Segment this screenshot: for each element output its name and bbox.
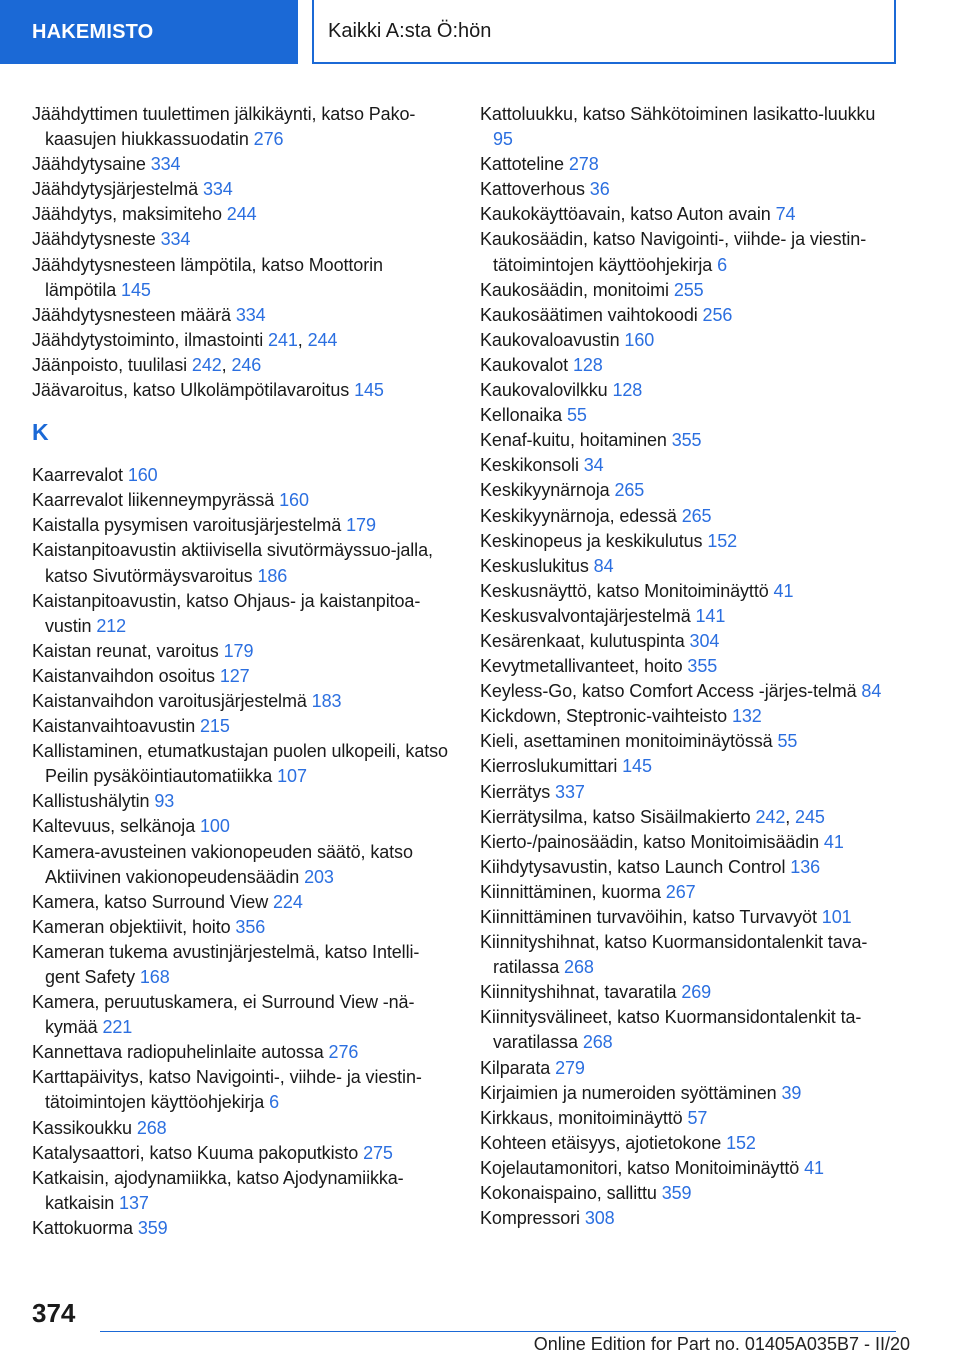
index-entry-text: Kevytmetallivanteet, hoito [480,656,683,677]
index-entry-text: Kaistalla pysymisen varoitusjärjestelmä [32,515,342,536]
page-reference-link[interactable]: 268 [564,957,594,978]
index-entry-text: Jäänpoisto, tuulilasi [32,354,187,375]
index-entry-text: Jäähdytysnesteen lämpötila, katso Moottorin lämpötila [32,254,383,300]
index-entry-text: Kattokuorma [32,1217,133,1238]
page-reference-link[interactable]: 6 [269,1092,280,1113]
page-reference-link[interactable]: 41 [823,831,844,852]
index-entry [480,554,900,579]
index-entry [32,814,452,839]
index-entry-text: Jäävaroitus, katso Ulkolämpötilavaroitus [32,380,350,401]
index-entry-text: Kiinnittäminen, kuorma [480,881,661,902]
page-reference-link[interactable]: 221 [102,1017,133,1038]
index-entry [480,303,900,328]
page-reference-link[interactable]: 34 [583,455,604,476]
index-entry-text: Kierto-/painosäädin, katso Monitoimisäädin [480,831,819,852]
index-entry-text: Kaarrevalot liikenneympyrässä [32,490,275,511]
index-entry [480,478,900,503]
index-entry-text: Katkaisin, ajodynamiikka, katso Ajodynamiikka-katkaisin [32,1167,404,1213]
page-reference-link[interactable]: 359 [137,1217,168,1238]
index-entry-text: Keskikyynärnoja, edessä [480,505,677,526]
index-entry [32,303,452,328]
page-reference-link[interactable]: 334 [150,154,181,175]
index-entry-text: Kamera, katso Surround View [32,891,269,912]
page-reference-link[interactable]: 179 [223,640,254,661]
index-entry [480,378,900,403]
index-entry-text: Kaistanvaihtoavustin [32,716,196,737]
page-reference-link[interactable]: 137 [119,1192,149,1213]
footer-divider [100,1331,896,1332]
index-entry-text: Jäähdytysnesteen määrä [32,304,231,325]
index-entry [32,1116,452,1141]
index-entry-text: Kaistan reunat, varoitus [32,640,219,661]
index-entry [32,639,452,664]
page-reference-link[interactable]: 141 [695,605,726,626]
index-entry-text: Kallistushälytin [32,791,150,812]
index-entry [480,1206,900,1231]
index-entry [32,664,452,689]
page-reference-link[interactable]: 160 [127,465,158,486]
page-reference-link[interactable]: 95 [493,129,513,150]
index-entry [32,463,452,488]
index-entry-text: Kameran objektiivit, hoito [32,916,231,937]
index-entry-text: Kokonaispaino, sallittu [480,1183,657,1204]
page-reference-link[interactable]: 267 [665,881,696,902]
page-reference-link[interactable]: 337 [555,781,585,802]
page-reference-link[interactable]: 160 [624,329,655,350]
page-reference-link[interactable]: 74 [775,204,796,225]
index-entry [32,915,452,940]
page-reference-link[interactable]: 152 [726,1132,756,1153]
page-reference-link[interactable]: 179 [346,515,376,536]
page-reference-link[interactable]: 145 [121,279,151,300]
index-entry [32,739,452,789]
index-entry [32,1216,452,1241]
index-entry [480,629,900,654]
index-entry-text: Kaukosäädin, monitoimi [480,279,669,300]
page-reference-link[interactable]: 242 [191,354,222,375]
index-entry-text: Kiinnitysvälineet, katso Kuormansidontalenkit ta-varatilassa [480,1007,862,1053]
page-reference-link[interactable]: 183 [311,690,342,711]
page-reference-link[interactable]: 160 [279,490,309,511]
index-entry: Jäähdytystoiminto, ilmastointi 241, 244 [32,329,338,350]
page-reference-link[interactable]: 308 [584,1208,615,1229]
index-entry [32,1065,452,1115]
index-entry [32,152,452,177]
index-entry-text: Kojelautamonitori, katso Monitoiminäyttö [480,1157,800,1178]
page-reference-link[interactable]: 107 [277,766,307,787]
index-entry [32,102,452,152]
page-reference-link[interactable]: 145 [354,380,384,401]
page-reference-link[interactable]: 55 [566,405,587,426]
index-entry-text: Kirkkaus, monitoiminäyttö [480,1107,683,1128]
index-entry [480,1056,900,1081]
index-entry [480,654,900,679]
index-entry [32,378,452,403]
index-entry [32,1166,452,1216]
index-entry-text: Kaistanpitoavustin, katso Ohjaus- ja kaistanpitoa-vustin [32,590,421,636]
index-entry [480,504,900,529]
index-entry [480,102,900,152]
footer-edition: Online Edition for Part no. 01405A035B7 - II/20 [533,1334,910,1354]
index-entry [480,780,900,805]
index-entry [480,529,900,554]
index-entry [32,177,452,202]
index-entry-text: Kassikoukku [32,1117,132,1138]
page-reference-link[interactable]: 224 [273,891,303,912]
page-reference-link[interactable]: 132 [731,706,762,727]
index-entry [480,1106,900,1131]
index-entry [480,403,900,428]
page-reference-link[interactable]: 128 [572,354,603,375]
index-entry [480,177,900,202]
index-entry [32,714,452,739]
index-entry [32,227,452,252]
page-reference-link[interactable]: 334 [202,179,233,200]
index-entry-text: Kenaf-kuitu, hoitaminen [480,430,667,451]
index-entry-text: Kohteen etäisyys, ajotietokone [480,1132,722,1153]
index-entry-text: Jäähdytys, maksimiteho [32,204,222,225]
page-reference-link[interactable]: 203 [304,866,334,887]
tab-index[interactable]: HAKEMISTO [0,0,298,64]
page-reference-link[interactable]: 255 [673,279,704,300]
index-entry-text: Jäähdytysaine [32,154,146,175]
index-letter-heading: K [32,419,49,446]
index-entry [480,729,900,754]
page-reference-link[interactable]: 39 [781,1082,802,1103]
page-reference-link[interactable]: 359 [661,1183,692,1204]
index-entry-text: Kaukokäyttöavain, katso Auton avain [480,204,771,225]
page-reference-link[interactable]: 36 [589,179,610,200]
page-reference-link[interactable]: 356 [235,916,266,937]
page-reference-link[interactable]: 355 [687,656,718,677]
index-entry [480,830,900,855]
index-entry-text: Kaukosäädin, katso Navigointi-, viihde- ja viestin-tätoimintojen käyttöohjekirja [480,229,867,275]
index-entry-text: Kesärenkaat, kulutuspinta [480,630,685,651]
index-entry-text: Katalysaattori, katso Kuuma pakoputkisto [32,1142,359,1163]
index-entry [480,905,900,930]
index-entry [32,538,452,588]
page-reference-link[interactable]: 145 [622,756,652,777]
index-entry [480,353,900,378]
index-entry [480,754,900,779]
page-reference-link[interactable]: 152 [707,530,738,551]
index-entry-text: Kiinnityshihnat, katso Kuormansidontalenkit tava-ratilassa [480,932,868,978]
index-entry-text: Kiihdytysavustin, katso Launch Control [480,856,786,877]
index-column-left [32,102,452,1241]
index-entry [480,604,900,629]
index-entry [480,880,900,905]
index-entry-text: Kaarrevalot [32,465,123,486]
index-entry [32,940,452,990]
index-entry-text: Kiinnittäminen turvavöihin, katso Turvavyöt [480,907,817,927]
page-reference-link[interactable]: 127 [219,665,250,686]
index-entry-text: Kierrätys [480,781,551,802]
index-entry [32,488,452,513]
index-entry [32,890,452,915]
index-entry [32,1040,452,1065]
page-reference-link[interactable]: 265 [681,505,712,526]
index-entry: Jäänpoisto, tuulilasi 242, 246 [32,354,262,375]
page-reference-link[interactable]: 84 [861,681,882,702]
page-reference-link[interactable]: 245 [795,806,825,827]
index-entry-text: Kierrätysilma, katso Sisäilmakierto [480,806,751,827]
page-reference-link[interactable]: 136 [790,856,821,877]
index-entry-text: Kieli, asettaminen monitoiminäytössä [480,731,773,752]
page-reference-link[interactable]: 275 [363,1142,393,1163]
index-entry [480,1181,900,1206]
page-reference-link[interactable]: 84 [593,555,614,576]
index-entry-text: Kiinnityshihnat, tavaratila [480,982,677,1003]
index-entry [480,1156,900,1181]
page-reference-link[interactable]: 278 [568,154,599,175]
index-entry-text: Kirjaimien ja numeroiden syöttäminen [480,1082,777,1103]
index-entry-text: Keskikyynärnoja [480,480,610,501]
page-reference-link[interactable]: 242 [755,806,786,827]
tab-a-to-z[interactable]: Kaikki A:sta Ö:hön [312,0,896,64]
index-entry-text: Jäähdytystoiminto, ilmastointi [32,329,264,350]
page-reference-link[interactable]: 244 [226,204,257,225]
header [0,0,960,66]
index-entry [32,990,452,1040]
page-reference-link[interactable]: 265 [614,480,645,501]
index-entry: Kierrätysilma, katso Sisäilmakierto 242, 245 [480,806,825,827]
index-entry [480,328,900,353]
index-entry-text: Kierroslukumittari [480,756,618,777]
index-entry-text: Keskinopeus ja keskikulutus [480,530,703,551]
page-reference-link[interactable]: 93 [154,791,175,812]
index-entry-text: Jäähdytysjärjestelmä [32,179,199,200]
index-entry [480,428,900,453]
index-entry-text: Kattoluukku, katso Sähkötoiminen lasikatto-luukku [480,104,876,124]
page-reference-link[interactable]: 246 [231,354,262,375]
page-reference-link[interactable]: 334 [235,304,266,325]
index-entry [32,589,452,639]
page-reference-link[interactable]: 244 [307,329,338,350]
index-entry [480,930,900,980]
index-entry [480,278,900,303]
index-entry-text: Keyless-Go, katso Comfort Access -järjes-telmä [480,681,857,702]
index-entry-text: Keskusvalvontajärjestelmä [480,605,691,626]
index-entry [480,453,900,478]
index-entry [480,1131,900,1156]
index-entry-text: Keskikonsoli [480,455,579,476]
index-entry [480,980,900,1005]
page-reference-link[interactable]: 268 [582,1032,613,1053]
index-entry-text: Kattoteline [480,154,564,175]
page-reference-link[interactable]: 57 [687,1107,708,1128]
index-entry-text: Kilparata [480,1057,551,1078]
page-reference-link[interactable]: 355 [671,430,702,451]
index-column-right [480,102,900,1231]
index-entry-text: Kaltevuus, selkänoja [32,816,196,837]
page-reference-link[interactable]: 41 [773,580,794,601]
page-reference-link[interactable]: 168 [139,967,170,987]
page-reference-link[interactable]: 100 [200,816,230,837]
index-entry [32,789,452,814]
page-reference-link[interactable]: 334 [160,229,191,250]
page-reference-link[interactable]: 186 [257,565,288,586]
index-entry-text: Kameran tukema avustinjärjestelmä, katso Intelli-gent Safety [32,941,420,987]
index-entry-text: Jäähdytysneste [32,229,156,250]
index-entry-text: Kattoverhous [480,179,585,200]
index-entry-text: Kellonaika [480,405,563,426]
index-entry [480,227,900,277]
index-entry [480,679,900,704]
page-reference-link[interactable]: 101 [821,907,852,927]
index-entry-text: Kaukovaloavustin [480,329,620,350]
page-reference-link[interactable]: 41 [804,1157,824,1178]
page-reference-link[interactable]: 241 [268,329,298,350]
index-entry [480,855,900,880]
page-reference-link[interactable]: 212 [96,615,127,636]
page-reference-link[interactable]: 256 [702,304,733,325]
index-entry [480,202,900,227]
index-entry [480,579,900,604]
index-entry [32,1141,452,1166]
index-entry-text: Kaukovalot [480,354,569,375]
page-reference-link[interactable]: 304 [689,630,720,651]
index-entry-text: Kickdown, Steptronic-vaihteisto [480,706,728,727]
index-entry-text: Kallistaminen, etumatkustajan puolen ulkopeili, katso Peilin pysäköintiautomatiikka [32,741,448,787]
page-reference-link[interactable]: 276 [328,1042,359,1063]
index-entry [480,152,900,177]
index-entry-text: Karttapäivitys, katso Navigointi-, viihde- ja viestin-tätoimintojen käyttöohjekirja [32,1067,422,1113]
index-entry-text: Kaistanpitoavustin aktiivisella sivutörmäyssuo-jalla, katso Sivutörmäysvaroitus [32,540,433,586]
index-entry-text: Kamera, peruutuskamera, ei Surround View -nä-kymää [32,992,415,1038]
index-entry [480,704,900,729]
index-entry-text: Keskuslukitus [480,555,589,576]
page-reference-link[interactable]: 6 [717,254,728,275]
index-entry-text: Kompressori [480,1208,580,1229]
index-entry-text: Jäähdyttimen tuulettimen jälkikäynti, katso Pako-kaasujen hiukkassuodatin [32,104,416,150]
index-entry-text: Kaistanvaihdon varoitusjärjestelmä [32,690,307,711]
page-reference-link[interactable]: 215 [200,716,230,737]
index-entry-text: Kaukosäätimen vaihtokoodi [480,304,698,325]
page-reference-link[interactable]: 268 [136,1117,167,1138]
index-entry-text: Kannettava radiopuhelinlaite autossa [32,1042,324,1063]
index-entry [32,253,452,303]
index-entry [480,1081,900,1106]
index-entry-text: Kaukovalovilkku [480,380,608,401]
index-entry [32,689,452,714]
page-reference-link[interactable]: 279 [555,1057,585,1078]
index-entry [480,1005,900,1055]
index-entry-text: Keskusnäyttö, katso Monitoiminäyttö [480,580,769,601]
index-entry-text: Kamera-avusteinen vakionopeuden säätö, katso Aktiivinen vakionopeudensäädin [32,841,413,887]
index-entry-text: Kaistanvaihdon osoitus [32,665,215,686]
index-entry [32,513,452,538]
page-reference-link[interactable]: 269 [681,982,712,1003]
index-entry [32,202,452,227]
page-number: 374 [32,1298,76,1328]
page-reference-link[interactable]: 55 [777,731,798,752]
page-reference-link[interactable]: 128 [612,380,643,401]
index-entry [32,840,452,890]
page-reference-link[interactable]: 276 [253,129,284,150]
